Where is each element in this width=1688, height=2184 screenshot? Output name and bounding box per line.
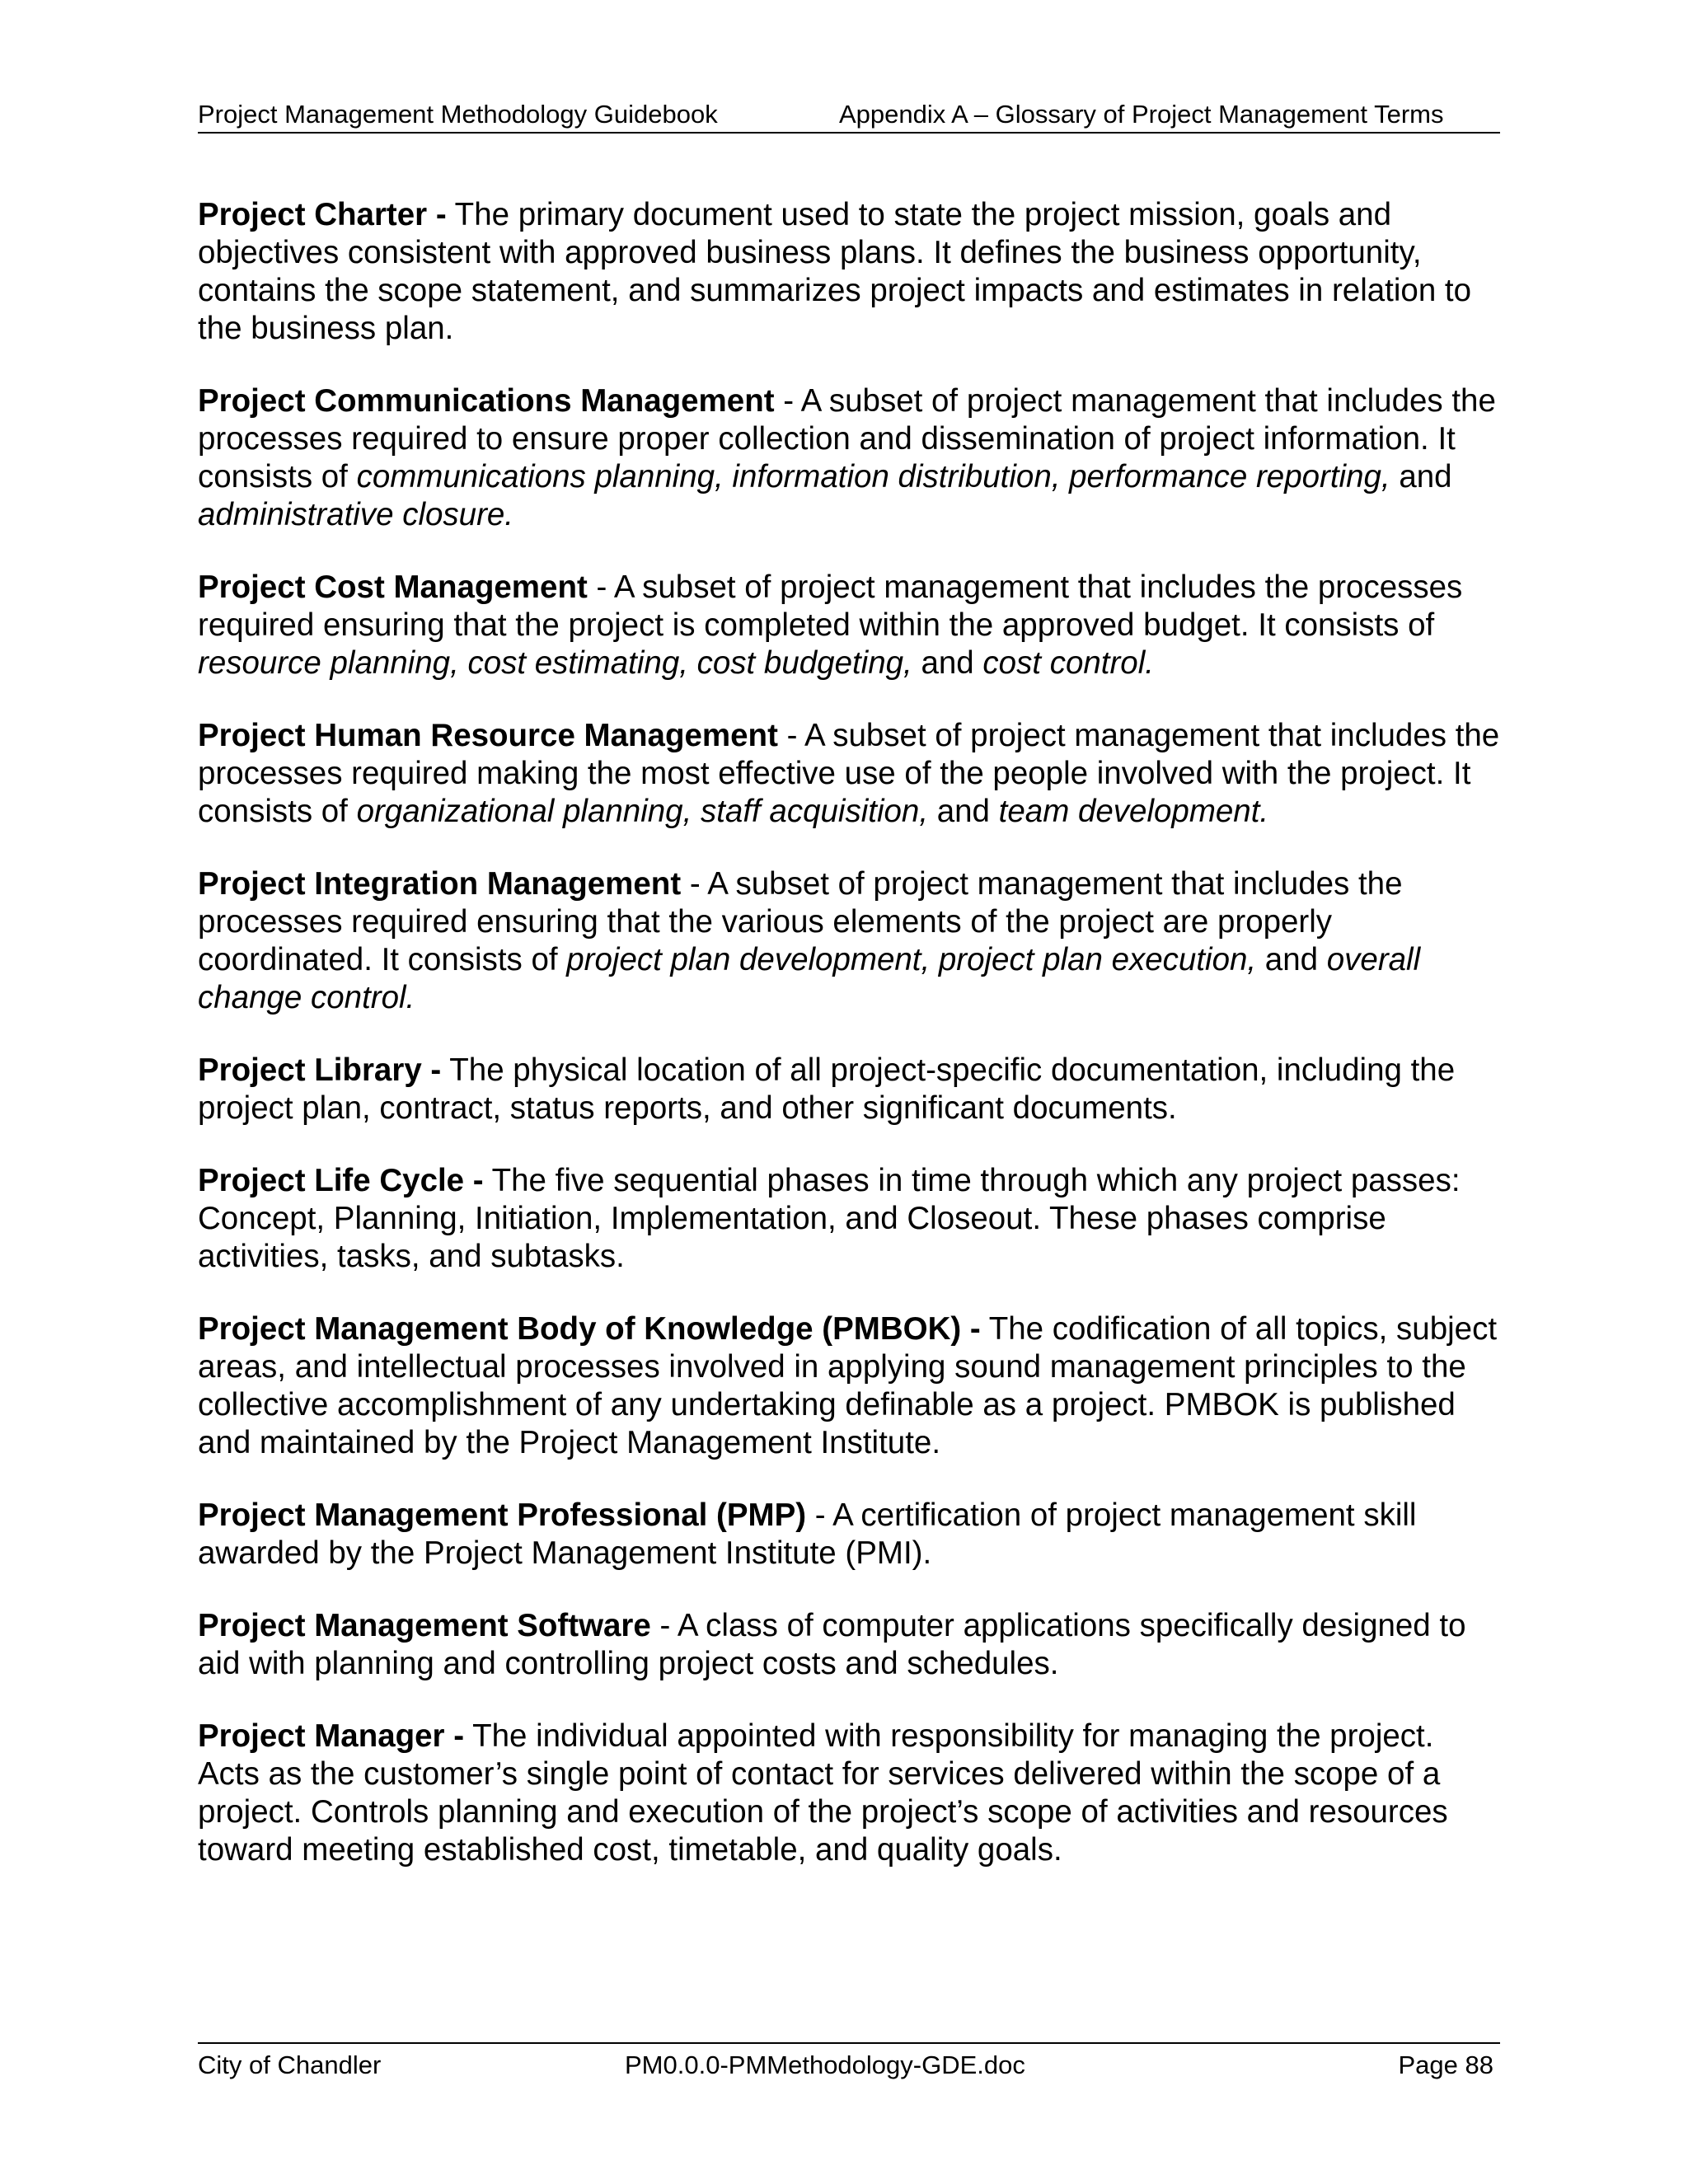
glossary-entry-project-cost-management xyxy=(198,569,1500,682)
definition-italic-text: administrative closure. xyxy=(198,497,514,532)
definition-text: The primary document used to state the project mission, goals and objectives consistent with approved business plans. It defines the business opportunity, contains the scope statement, and summarizes project impacts and estimates in relation to the business plan. xyxy=(198,197,1472,346)
glossary-entry-pmp xyxy=(198,1497,1500,1572)
glossary-term: Project Manager - xyxy=(198,1718,465,1754)
glossary-entry-project-management-software xyxy=(198,1607,1500,1683)
header-document-title: Project Management Methodology Guidebook xyxy=(198,100,718,129)
glossary-term: Project Communications Management xyxy=(198,383,775,419)
glossary-entry-project-manager xyxy=(198,1718,1500,1869)
definition-text: - A subset of project management that includes the processes required ensuring that the various elements of the project are properly coordinated. It consists of xyxy=(198,866,1403,977)
definition-text: - A subset of project management that includes the processes required to ensure proper collection and dissemination of project information. It consists of xyxy=(198,383,1496,494)
definition-italic-text: overall change control. xyxy=(198,942,1421,1015)
definition-text: The physical location of all project-specific documentation, including the project plan, contract, status reports, and other significant documents. xyxy=(198,1052,1456,1126)
footer-page-number: Page 88 xyxy=(1398,2050,1493,2079)
definition-italic-text: project plan development, project plan execution, xyxy=(566,942,1257,977)
glossary-entry-project-communications-management xyxy=(198,382,1500,534)
glossary-entry-project-life-cycle xyxy=(198,1162,1500,1276)
glossary-term: Project Management Professional (PMP) xyxy=(198,1497,807,1533)
glossary-entry-project-charter xyxy=(198,196,1500,348)
definition-text: and xyxy=(912,645,983,681)
definition-text: and xyxy=(1256,942,1327,977)
header-section-title: Appendix A – Glossary of Project Management Terms xyxy=(839,100,1444,129)
definition-text: and xyxy=(928,794,999,829)
glossary-term: Project Life Cycle - xyxy=(198,1163,484,1198)
definition-italic-text: team development. xyxy=(998,794,1269,829)
glossary-term: Project Charter - xyxy=(198,197,447,232)
glossary-term: Project Cost Management xyxy=(198,569,588,605)
page-footer xyxy=(198,2042,1500,2083)
definition-italic-text: communications planning, information distribution, performance reporting, xyxy=(356,459,1390,494)
definition-italic-text: organizational planning, staff acquisition, xyxy=(356,794,929,829)
glossary-entry-project-integration-management xyxy=(198,865,1500,1017)
definition-text: - A subset of project management that includes the processes required making the most effective use of the people involved with the project. It consists of xyxy=(198,718,1500,829)
definition-text: and xyxy=(1390,459,1452,494)
footer-filename: PM0.0.0-PMMethodology-GDE.doc xyxy=(625,2050,1025,2079)
definition-text: The five sequential phases in time through which any project passes: Concept, Planning, Initiation, Implementation, and Closeout. These phases comprise activities, tasks, and subtasks. xyxy=(198,1163,1461,1274)
glossary-term: Project Human Resource Management xyxy=(198,718,778,753)
definition-text: - A certification of project management skill awarded by the Project Management Institute (PMI). xyxy=(198,1497,1417,1571)
glossary-content xyxy=(198,196,1500,1904)
definition-italic-text: cost control. xyxy=(982,645,1154,681)
definition-italic-text: resource planning, cost estimating, cost budgeting, xyxy=(198,645,912,681)
definition-text: The individual appointed with responsibility for managing the project. Acts as the customer’s single point of contact for services delivered within the scope of a project. Controls planning and execution of the project’s scope of activities and resources toward meeting established cost, timetable, and quality goals. xyxy=(198,1718,1448,1868)
glossary-entry-pmbok xyxy=(198,1310,1500,1462)
page-header xyxy=(198,97,1500,134)
glossary-term: Project Library - xyxy=(198,1052,442,1088)
definition-text: - A subset of project management that includes the processes required ensuring that the project is completed within the approved budget. It consists of xyxy=(198,569,1463,643)
glossary-term: Project Integration Management xyxy=(198,866,682,902)
glossary-term: Project Management Body of Knowledge (PMBOK) - xyxy=(198,1311,981,1347)
glossary-entry-project-human-resource-management xyxy=(198,717,1500,831)
glossary-term: Project Management Software xyxy=(198,1608,651,1643)
definition-text: - A class of computer applications specifically designed to aid with planning and controlling project costs and schedules. xyxy=(198,1608,1466,1681)
glossary-entry-project-library xyxy=(198,1052,1500,1127)
footer-organization: City of Chandler xyxy=(198,2050,382,2079)
definition-text: The codification of all topics, subject areas, and intellectual processes involved in applying sound management principles to the collective accomplishment of any undertaking definable as a project. PMBOK is published and maintained by the Project Management Institute. xyxy=(198,1311,1498,1460)
